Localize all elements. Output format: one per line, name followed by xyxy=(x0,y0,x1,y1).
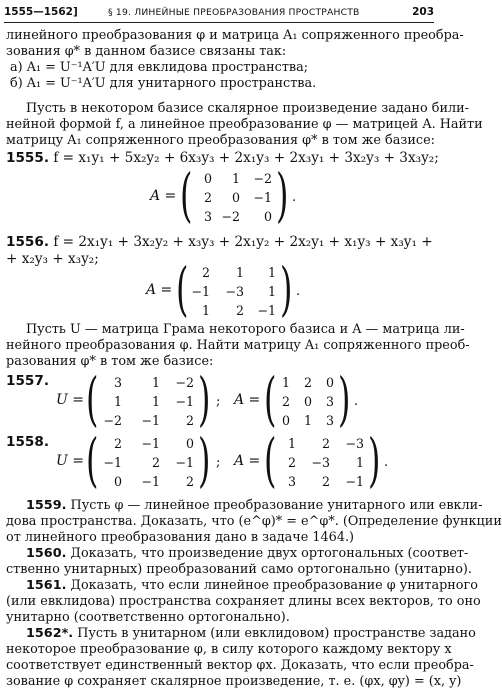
matrix-block-1556 xyxy=(146,255,356,323)
matrix-cell: 1 xyxy=(151,394,160,409)
paragraph-line: нейного преобразования φ. Найти матрицу A₁ сопряженного преоб- xyxy=(6,338,470,353)
terminal-dot: . xyxy=(354,394,359,409)
matrix-label: A = xyxy=(234,453,261,469)
right-paren: ) xyxy=(198,365,211,433)
problem-number: 1557. xyxy=(6,373,49,389)
paragraph-line: Пусть U — матрица Грама некоторого базиса и A — матрица ли- xyxy=(26,322,465,337)
matrix-cell: 2 xyxy=(201,265,210,280)
problem-text: Пусть φ — линейное преобразование унитарного или евкли- xyxy=(66,498,483,513)
problem-1560 xyxy=(26,546,468,562)
matrix-label: U = xyxy=(56,453,84,469)
problem-1561 xyxy=(26,578,478,594)
paragraph-line: разования φ* в том же базисе: xyxy=(6,354,214,369)
matrix-cell: 3 xyxy=(113,375,122,390)
matrix-cell: −3 xyxy=(225,284,244,299)
page-header xyxy=(4,6,434,22)
left-paren: ( xyxy=(86,365,99,433)
matrix-cell: 1 xyxy=(267,265,276,280)
matrix-cell: −1 xyxy=(175,394,194,409)
left-paren: ( xyxy=(176,255,189,323)
terminal-dot: . xyxy=(384,455,389,470)
matrix-block-1558 xyxy=(56,426,416,494)
problem-text: от линейного преобразования дано в задаче 1464.) xyxy=(6,530,355,545)
matrix-cell: 1 xyxy=(303,413,312,428)
matrix-cell: 2 xyxy=(203,190,212,205)
matrix-cell: 2 xyxy=(287,455,296,470)
left-paren: ( xyxy=(86,426,99,494)
matrix-cell: 2 xyxy=(321,474,330,489)
matrix-cell: 0 xyxy=(281,413,290,428)
problem-number: 1561. xyxy=(26,578,67,593)
section-title: § 19. ЛИНЕЙНЫЕ ПРЕОБРАЗОВАНИЯ ПРОСТРАНСТВ xyxy=(108,7,360,18)
intro-line: зования φ* в данном базисе связаны так: xyxy=(6,44,287,59)
matrix-cell: −2 xyxy=(175,375,194,390)
intro-line: линейного преобразования φ и матрица A₁ сопряженного преобра- xyxy=(6,28,464,43)
right-paren: ) xyxy=(276,161,289,229)
left-paren: ( xyxy=(180,161,193,229)
problem-1557 xyxy=(6,373,49,389)
right-paren: ) xyxy=(338,365,351,433)
matrix-cell: 1 xyxy=(113,394,122,409)
matrix-cell: −1 xyxy=(257,303,276,318)
right-paren: ) xyxy=(368,426,381,494)
bilinear-form: f = x₁y₁ + 5x₂y₂ + 6x₃y₃ + 2x₁y₃ + 2x₃y₁ + 3x₂y₃ + 3x₃y₂; xyxy=(53,150,439,166)
matrix-block-1555 xyxy=(150,161,350,229)
matrix-cell: 1 xyxy=(287,436,296,451)
intro-case-b: б) A₁ = U⁻¹A′U для унитарного пространства. xyxy=(10,76,317,91)
terminal-dot: . xyxy=(296,284,301,299)
matrix-cell: 3 xyxy=(325,394,334,409)
matrix-cell: 2 xyxy=(113,436,122,451)
matrix-cell: 3 xyxy=(203,209,212,224)
matrix-cell: 0 xyxy=(185,436,194,451)
problem-text: дова пространства. Доказать, что (e^φ)* = e^φ*. (Определение функции xyxy=(6,514,502,529)
problem-text: (или евклидова) пространства сохраняет длины всех векторов, то оно xyxy=(6,594,481,609)
matrix-label: U = xyxy=(56,392,84,408)
matrix-cell: 0 xyxy=(203,171,212,186)
problem-text: Пусть в унитарном (или евклидовом) пространстве задано xyxy=(73,626,476,641)
matrix-cell: 0 xyxy=(263,209,272,224)
matrix-label: A = xyxy=(234,392,261,408)
page-number: 203 xyxy=(412,6,434,18)
problem-text: унитарно (соответственно ортогонально). xyxy=(6,610,290,625)
matrix-cell: 3 xyxy=(287,474,296,489)
matrix-cell: −1 xyxy=(141,474,160,489)
bilinear-form-cont: + x₂y₃ + x₃y₂; xyxy=(6,251,99,267)
right-paren: ) xyxy=(198,426,211,494)
matrix-cell: −1 xyxy=(191,284,210,299)
paragraph-line: нейной формой f, а линейное преобразование φ — матрицей A. Найти xyxy=(6,117,483,132)
matrix-cell: 3 xyxy=(325,413,334,428)
intro-case-a: а) A₁ = U⁻¹A′U для евклидова пространства; xyxy=(10,60,309,75)
matrix-cell: 2 xyxy=(281,394,290,409)
matrix-cell: −2 xyxy=(253,171,272,186)
separator: ; xyxy=(216,455,221,470)
problem-number: 1555. xyxy=(6,150,49,166)
problem-1558 xyxy=(6,434,49,450)
problem-text: соответствует единственный вектор φx. Доказать, что если преобра- xyxy=(6,658,474,673)
problem-text: Доказать, что произведение двух ортогональных (соответ- xyxy=(66,546,469,561)
matrix-cell: 2 xyxy=(185,413,194,428)
matrix-cell: 1 xyxy=(151,375,160,390)
matrix-cell: 1 xyxy=(231,171,240,186)
matrix-cell: −1 xyxy=(141,436,160,451)
matrix-cell: 1 xyxy=(201,303,210,318)
problem-number: 1560. xyxy=(26,546,67,561)
problem-text: Доказать, что если линейное преобразование φ унитарного xyxy=(66,578,478,593)
matrix-cell: −1 xyxy=(103,455,122,470)
problem-number: 1562*. xyxy=(26,626,74,641)
matrix-cell: 2 xyxy=(303,375,312,390)
matrix-cell: −1 xyxy=(253,190,272,205)
problem-text: ственно унитарных) преобразований само ортогонально (унитарно). xyxy=(6,562,472,577)
matrix-cell: 1 xyxy=(281,375,290,390)
matrix-cell: 2 xyxy=(185,474,194,489)
matrix-cell: −2 xyxy=(103,413,122,428)
matrix-cell: 2 xyxy=(151,455,160,470)
problem-number: 1559. xyxy=(26,498,67,513)
problem-text: некоторое преобразование φ, в силу которого каждому вектору x xyxy=(6,642,452,657)
left-paren: ( xyxy=(264,426,277,494)
matrix-cell: 1 xyxy=(267,284,276,299)
matrix-cell: −1 xyxy=(345,474,364,489)
matrix-label: A = xyxy=(150,188,177,204)
matrix-label: A = xyxy=(146,282,173,298)
bilinear-form: f = 2x₁y₁ + 3x₂y₂ + x₃y₃ + 2x₁y₂ + 2x₂y₁ + x₁y₃ + x₃y₁ + xyxy=(53,234,433,250)
separator: ; xyxy=(216,394,221,409)
problem-1562 xyxy=(26,626,476,642)
matrix-cell: −1 xyxy=(141,413,160,428)
paragraph-line: Пусть в некотором базисе скалярное произведение задано били- xyxy=(26,101,469,116)
matrix-block-1557 xyxy=(56,365,396,433)
header-rule xyxy=(4,22,434,23)
matrix-cell: 2 xyxy=(321,436,330,451)
problem-1559 xyxy=(26,498,483,514)
matrix-cell: 0 xyxy=(303,394,312,409)
matrix-cell: −2 xyxy=(221,209,240,224)
problem-number: 1558. xyxy=(6,434,49,450)
problem-1555 xyxy=(6,150,439,166)
matrix-cell: 0 xyxy=(113,474,122,489)
matrix-cell: 1 xyxy=(355,455,364,470)
matrix-cell: 2 xyxy=(235,303,244,318)
problem-number: 1556. xyxy=(6,234,49,250)
matrix-cell: −1 xyxy=(175,455,194,470)
problem-range: 1555—1562] xyxy=(4,6,78,18)
terminal-dot: . xyxy=(292,190,297,205)
matrix-cell: −3 xyxy=(311,455,330,470)
matrix-cell: −3 xyxy=(345,436,364,451)
paragraph-line: матрицу A₁ сопряженного преобразования φ* в том же базисе: xyxy=(6,133,435,148)
matrix-cell: 1 xyxy=(235,265,244,280)
problem-text: зование φ сохраняет скалярное произведение, т. е. (φx, φy) = (x, y) xyxy=(6,674,462,689)
matrix-cell: 0 xyxy=(231,190,240,205)
matrix-cell: 0 xyxy=(325,375,334,390)
left-paren: ( xyxy=(264,365,277,433)
right-paren: ) xyxy=(280,255,293,323)
problem-1556 xyxy=(6,234,433,250)
